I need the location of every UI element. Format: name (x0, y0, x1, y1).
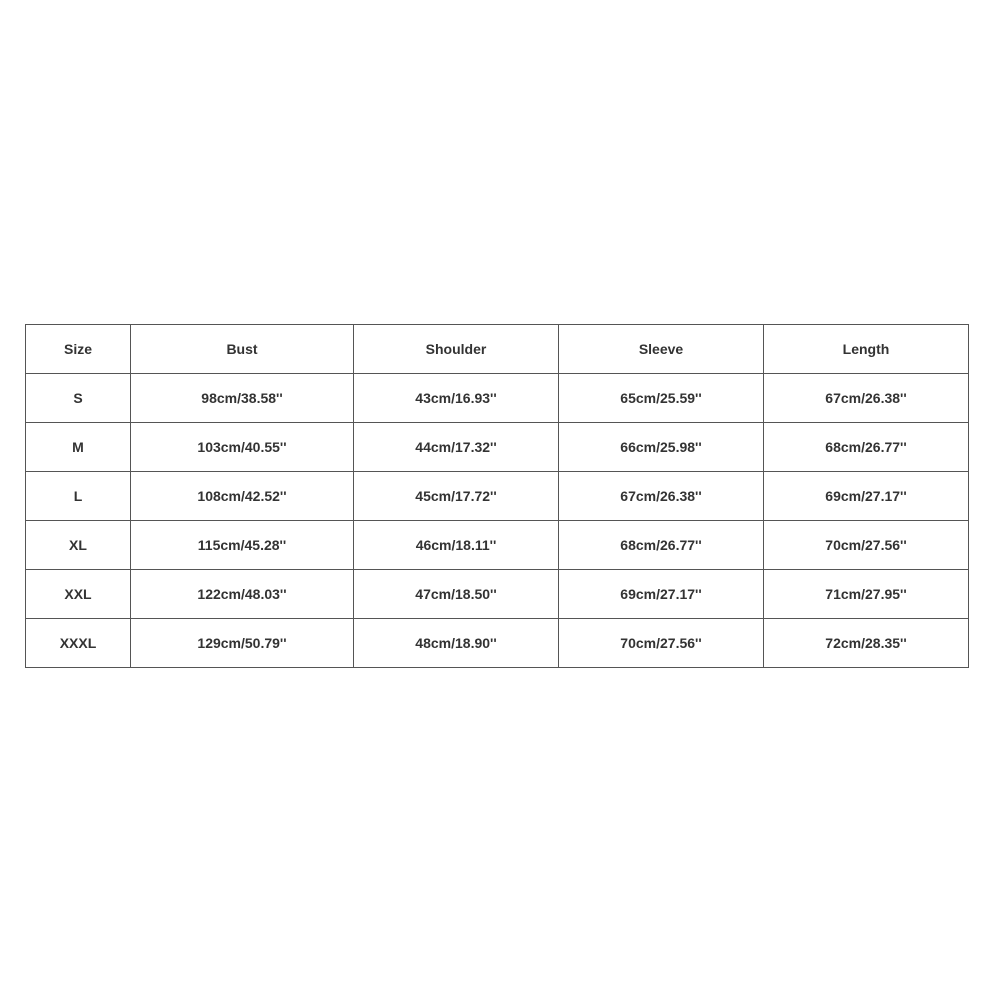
shoulder-cell: 43cm/16.93'' (354, 374, 559, 423)
size-cell: M (26, 423, 131, 472)
table-row (26, 423, 969, 472)
size-cell: XXXL (26, 619, 131, 668)
header-shoulder: Shoulder (354, 325, 559, 374)
shoulder-cell: 48cm/18.90'' (354, 619, 559, 668)
size-cell: L (26, 472, 131, 521)
table-row (26, 521, 969, 570)
length-cell: 67cm/26.38'' (764, 374, 969, 423)
table-row (26, 619, 969, 668)
header-length: Length (764, 325, 969, 374)
sleeve-cell: 65cm/25.59'' (559, 374, 764, 423)
length-cell: 70cm/27.56'' (764, 521, 969, 570)
shoulder-cell: 47cm/18.50'' (354, 570, 559, 619)
bust-cell: 108cm/42.52'' (131, 472, 354, 521)
table-row (26, 472, 969, 521)
size-cell: S (26, 374, 131, 423)
header-sleeve: Sleeve (559, 325, 764, 374)
shoulder-cell: 44cm/17.32'' (354, 423, 559, 472)
size-cell: XXL (26, 570, 131, 619)
length-cell: 68cm/26.77'' (764, 423, 969, 472)
bust-cell: 115cm/45.28'' (131, 521, 354, 570)
length-cell: 71cm/27.95'' (764, 570, 969, 619)
sleeve-cell: 68cm/26.77'' (559, 521, 764, 570)
bust-cell: 103cm/40.55'' (131, 423, 354, 472)
sleeve-cell: 66cm/25.98'' (559, 423, 764, 472)
shoulder-cell: 45cm/17.72'' (354, 472, 559, 521)
table-header-row (26, 325, 969, 374)
bust-cell: 122cm/48.03'' (131, 570, 354, 619)
shoulder-cell: 46cm/18.11'' (354, 521, 559, 570)
size-chart-table (25, 324, 969, 668)
length-cell: 69cm/27.17'' (764, 472, 969, 521)
sleeve-cell: 70cm/27.56'' (559, 619, 764, 668)
bust-cell: 98cm/38.58'' (131, 374, 354, 423)
sleeve-cell: 69cm/27.17'' (559, 570, 764, 619)
bust-cell: 129cm/50.79'' (131, 619, 354, 668)
size-cell: XL (26, 521, 131, 570)
sleeve-cell: 67cm/26.38'' (559, 472, 764, 521)
header-bust: Bust (131, 325, 354, 374)
table-row (26, 570, 969, 619)
table-row (26, 374, 969, 423)
length-cell: 72cm/28.35'' (764, 619, 969, 668)
header-size: Size (26, 325, 131, 374)
